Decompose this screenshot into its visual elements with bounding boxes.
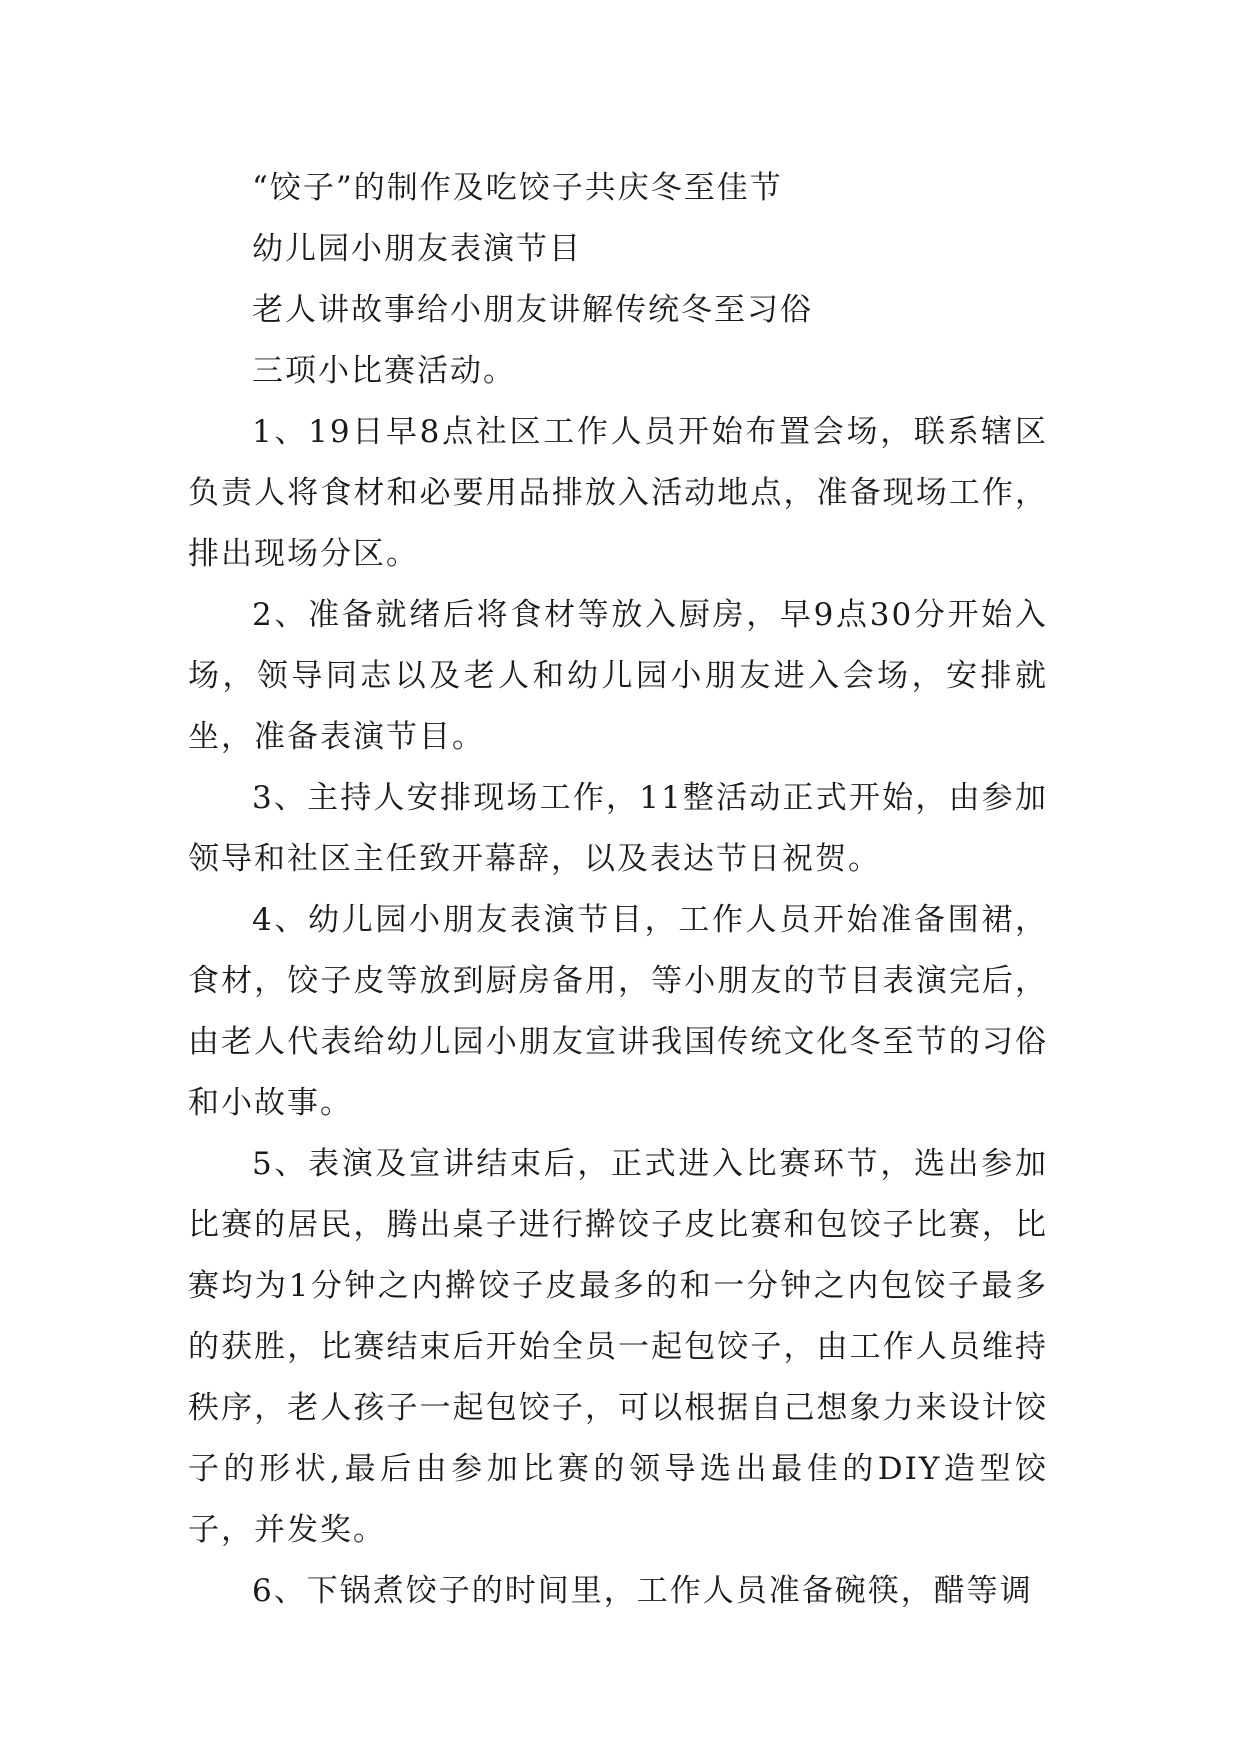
step-paragraph-1: 1、19日早8点社区工作人员开始布置会场，联系辖区负责人将食材和必要用品排放入活动地点，准备现场工作，排出现场分区。 <box>188 414 1048 572</box>
step-paragraph-3: 3、主持人安排现场工作，11整活动正式开始，由参加领导和社区主任致开幕辞，以及表达节日祝贺。 <box>188 780 1048 877</box>
activity-item-dumplings: “饺子”的制作及吃饺子共庆冬至佳节 <box>252 170 783 206</box>
activity-item-competitions: 三项小比赛活动。 <box>252 353 516 389</box>
step-paragraph-2: 2、准备就绪后将食材等放入厨房，早9点30分开始入场，领导同志以及老人和幼儿园小朋友进入会场，安排就坐，准备表演节目。 <box>188 597 1048 755</box>
document-body <box>188 158 1048 1622</box>
step-paragraph-5: 5、表演及宣讲结束后，正式进入比赛环节，选出参加比赛的居民，腾出桌子进行擀饺子皮比赛和包饺子比赛，比赛均为1分钟之内擀饺子皮最多的和一分钟之内包饺子最多的获胜，比赛结束后开始全员一起包饺子，由工作人员维持秩序，老人孩子一起包饺子，可以根据自己想象力来设计饺子的形状,最后由参加比赛的领导选出最佳的DIY造型饺子，并发奖。 <box>188 1146 1048 1548</box>
step-paragraph-6: 6、下锅煮饺子的时间里，工作人员准备碗筷，醋等调 <box>252 1573 1033 1609</box>
activity-item-elder-stories: 老人讲故事给小朋友讲解传统冬至习俗 <box>252 292 813 328</box>
step-paragraph-4: 4、幼儿园小朋友表演节目，工作人员开始准备围裙，食材，饺子皮等放到厨房备用，等小朋友的节目表演完后，由老人代表给幼儿园小朋友宣讲我国传统文化冬至节的习俗和小故事。 <box>188 902 1048 1121</box>
activity-item-kindergarten-show: 幼儿园小朋友表演节目 <box>252 231 582 267</box>
